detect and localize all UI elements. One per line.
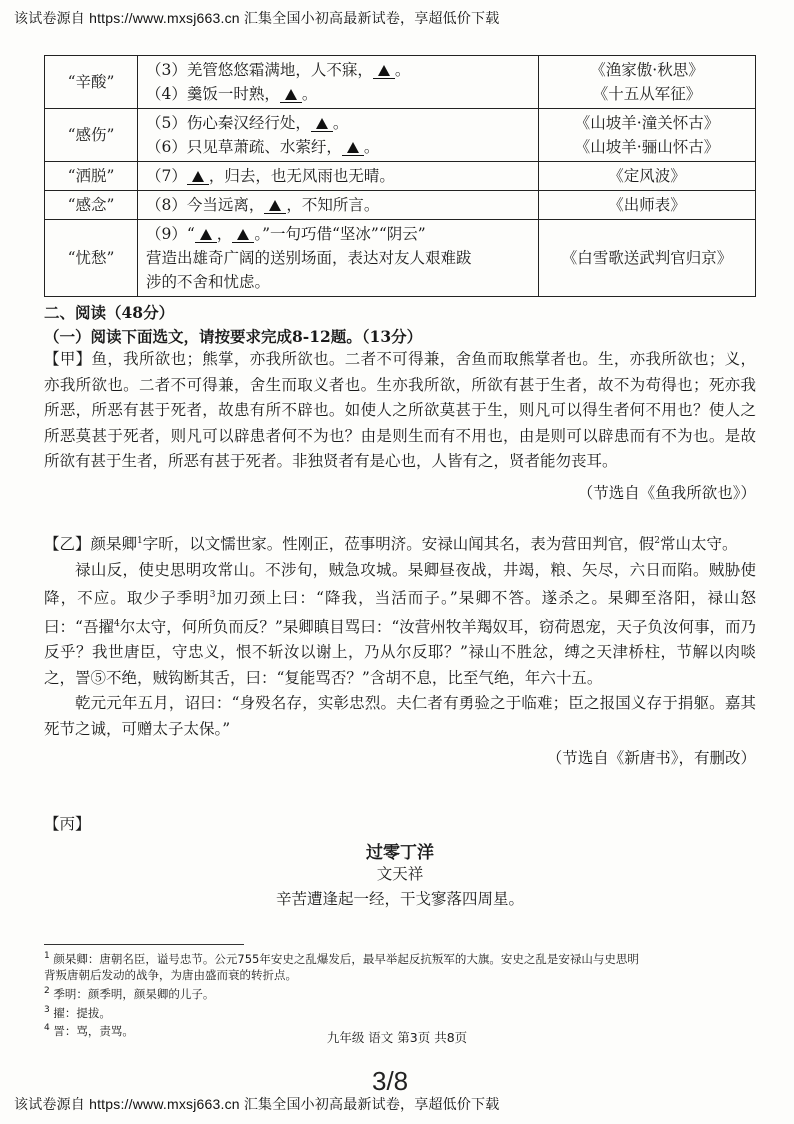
poem-line: （5）伤心秦汉经行处， [146,114,311,132]
watermark-header: 该试卷源自 https://www.mxsj663.cn 汇集全国小初高最新试卷，享超低价下载 [14,10,500,26]
footnote-ref: 3 [209,590,216,601]
passage-bing-label: 【丙】 [44,815,91,833]
poem-line: 营造出雄奇广阔的送别场面，表达对友人艰难跋 [146,249,472,267]
poem-author: 文天祥 [376,865,424,883]
section-subtitle: （一）阅读下面选文，请按要求完成8-12题。（13分） [44,327,423,346]
table-row [45,220,756,297]
poem-line: （3）羌管悠悠霜满地，人不寐， [146,61,373,79]
source-cell [539,162,756,191]
passage-text: 字昕，以文懦世家。性刚正，莅事明济。安禄山闻其名，表为营田判官，假 [142,535,655,554]
poem-lines-cell [138,162,539,191]
poem-line: 辛苦遭逢起一经，干戈寥落四周星。 [275,890,524,908]
poem-line: （8）今当远离， [146,196,265,214]
fill-blank[interactable] [187,168,209,185]
fill-blank[interactable] [342,139,364,156]
poem-line: （9）“ [146,225,195,243]
source-title: 《山坡羊·骊山怀古》 [574,138,720,156]
fill-blank[interactable] [232,226,254,243]
section-title: 二、阅读（48分） [44,303,175,322]
footnote-ref: 4 [113,618,120,629]
passage-text: 禄山反，使史思明攻常山。不涉旬，贼急攻城。杲卿昼夜战，井竭，粮、矢尽，六日而陷。贼胁使降，不应。取少子季明 [44,560,756,608]
page-indicator: 3/8 [372,1066,409,1096]
poem-lines-cell: （5）伤心秦汉经行处， 。 （6）只见草萧疏、水萦纡， 。 [138,109,539,162]
keyword-cell: “感念” [45,191,138,220]
source-title: 《十五从军征》 [592,85,702,103]
source-cell [539,109,756,162]
fill-blank[interactable] [264,197,286,214]
keyword-cell: “感伤” [45,109,138,162]
source-title: 《山坡羊·潼关怀古》 [574,114,720,132]
poem-lines-cell [138,220,539,297]
source-title: 《出师表》 [608,196,686,214]
keyword-cell: “忧愁” [45,220,138,297]
source-title: 《白雪歌送武判官归京》 [561,249,733,267]
poem-line: （7） [146,167,187,185]
table-row [45,109,756,162]
footnote-text: 背叛唐朝后发动的战争，为唐由盛而衰的转折点。 [44,967,297,982]
table-row [45,162,756,191]
footnote-ref: 2 [654,536,660,546]
source-cell [539,220,756,297]
passage-text: 【甲】鱼，我所欲也；熊掌，亦我所欲也。二者不可得兼，舍鱼而取熊掌者也。生，亦我所欲也；义，亦我所欲也。二者不可得兼，舍生而取义者也。生亦我所欲，所欲有甚于生者，故不为苟得也；死亦我所恶，所恶有甚于死者，故患有所不辟也。如使人之所欲莫甚于生，则凡可以得生者何不用也？使人之所恶莫甚于死者，则凡可以辟患者何不为也？由是则生而有不用也，由是则可以辟患而有不为也。是故所欲有甚于生者，所恶有甚于死者。非独贤者有是心也，人皆有之，贤者能勿丧耳。 [44,350,756,470]
footnote-text: 季明：颜季明，颜杲卿的儿子。 [53,986,215,1001]
poem-line: （4）羹饭一时熟， [146,85,280,103]
poem-title: 过零丁洋 [366,843,434,863]
source-title: 《定风波》 [608,167,686,185]
source-title: 《渔家傲·秋思》 [590,61,704,79]
passage-source: （节选自《鱼我所欲也》） [577,483,756,502]
poem-lines-cell: （3）羌管悠悠霜满地，人不寐， 。 （4）羹饭一时熟， 。 [138,56,539,109]
keyword-cell: “辛酸” [45,56,138,109]
fill-blank[interactable] [373,62,395,79]
poem-line: ，归去，也无风雨也无晴。 [208,167,395,185]
passage-yi [44,529,756,772]
passage-text: 常山太守。 [660,535,738,554]
fill-blank[interactable] [311,115,333,132]
poem-line: ， [216,225,233,243]
footnote-divider [44,944,244,945]
source-cell [539,191,756,220]
fill-blank[interactable] [280,86,302,103]
poem-line: ，不知所言。 [286,196,380,214]
table-row [45,56,756,109]
passage-text: 加刃颈上曰：“降我，当活而子。”杲卿不答。遂杀之。杲卿至洛阳，禄山怒曰：“吾擢 [44,589,756,636]
footnotes: $^1$ 颜杲卿：唐朝名臣，谥号忠节。公元755年安史之乱爆发后，最早举起反抗叛军的大旗。安史之乱是安禄山与史思明 背叛唐朝后发动的战争，为唐由盛而衰的转折点。 $^2$ 季明：颜季明，颜杲卿的儿子。 $^3$ 擢：提拔。 $^4$ 詈：骂，责骂。 [44,948,756,1039]
watermark-footer: 该试卷源自 https://www.mxsj663.cn 汇集全国小初高最新试卷，享超低价下载 [14,1096,500,1112]
footnote-text: 詈：骂，责骂。 [53,1024,134,1039]
passage-source: （节选自《新唐书》，有删改） [546,749,756,768]
page-number-footer: 九年级 语文 第3页 共8页 [326,1030,468,1045]
poem-fill-table [44,55,756,297]
source-cell [539,56,756,109]
table-row [45,191,756,220]
footnote-text: 颜杲卿：唐朝名臣，谥号忠节。公元755年安史之乱爆发后，最早举起反抗叛军的大旗。安史之乱是安禄山与史思明 [53,951,639,966]
fill-blank[interactable] [195,226,217,243]
poem-line: （6）只见草萧疏、水萦纡， [146,138,342,156]
footnote-text: 擢：提拔。 [53,1005,111,1020]
poem-line: 涉的不舍和忧虑。 [146,273,271,291]
passage-text: 【乙】颜杲卿 [44,535,138,554]
passage-text: 乾元元年五月，诏曰：“身殁名存，实彰忠烈。夫仁者有勇验之于临难；臣之报国义存于捐躯。嘉其死节之诚，可赠太子太保。” [44,694,756,738]
footnote-ref: 1 [137,536,143,546]
passage-jia [44,347,756,506]
poem-lines-cell [138,191,539,220]
poem-line: 。”一句巧借“坚冰”“阴云” [254,225,426,243]
keyword-cell: “洒脱” [45,162,138,191]
passage-text: 尔太守，何所负而反？”杲卿瞋目骂曰：“汝营州牧羊羯奴耳，窃荷恩宠，天子负汝何事，而乃反乎？我世唐臣，守忠义，恨不斩汝以谢上，乃从尔反耶？”禄山不胜忿，缚之天津桥柱，节解以肉啖之，詈⑤不绝，贼钩断其舌，曰：“复能骂否？”含胡不息，比至气绝，年六十五。 [44,617,756,687]
